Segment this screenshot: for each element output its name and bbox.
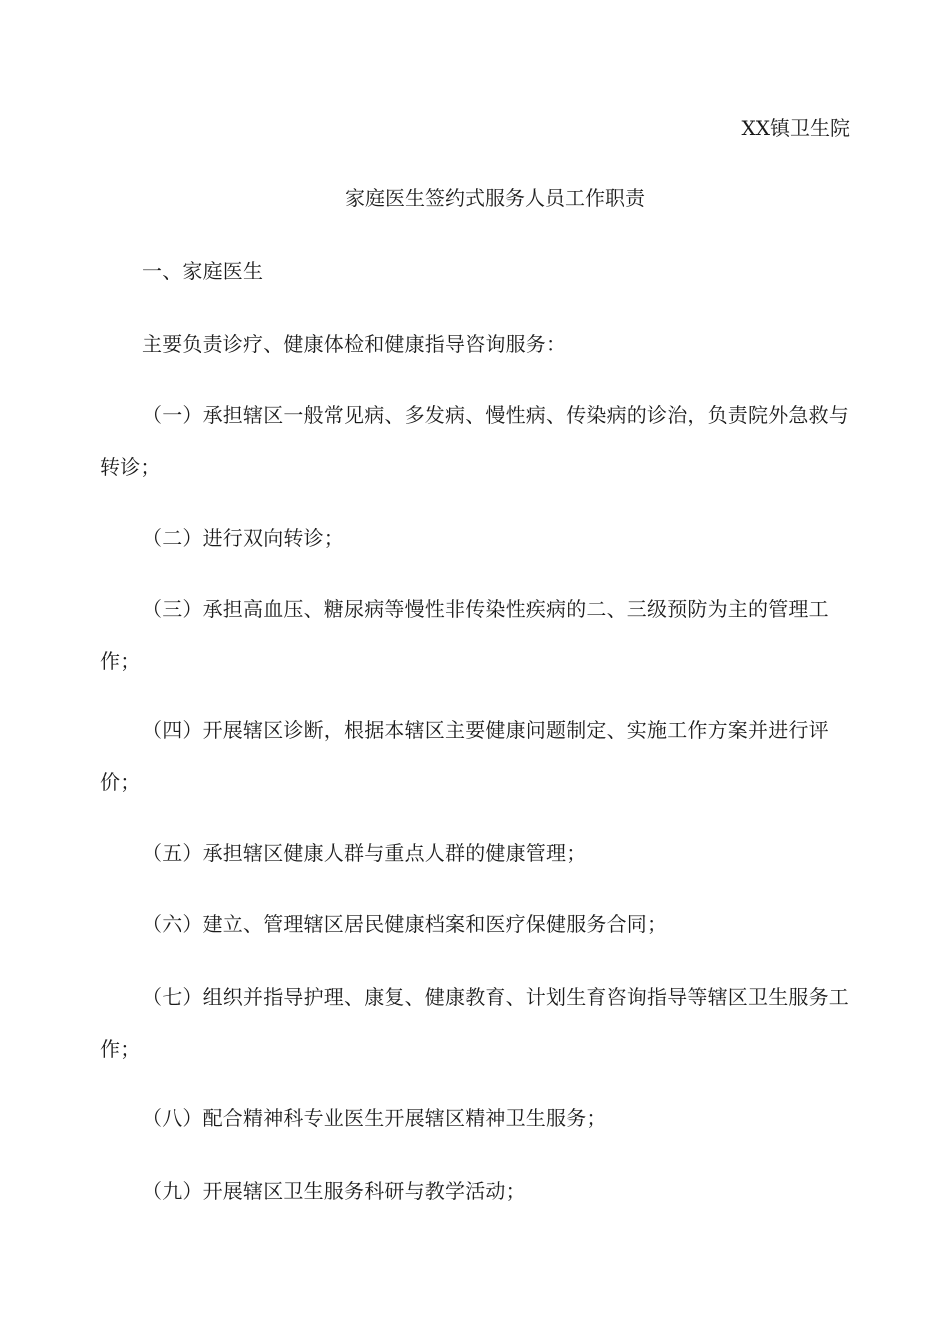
intro-paragraph: 主要负责诊疗、健康体检和健康指导咨询服务：	[142, 332, 567, 356]
list-item-9: （九）开展辖区卫生服务科研与教学活动；	[142, 1179, 526, 1203]
section-heading: 一、家庭医生	[142, 259, 264, 283]
document-title: 家庭医生签约式服务人员工作职责	[345, 186, 645, 210]
list-item-6: （六）建立、管理辖区居民健康档案和医疗保健服务合同；	[142, 912, 668, 936]
list-item-7: （七）组织并指导护理、康复、健康教育、计划生育咨询指导等辖区卫生服务工作；	[100, 985, 849, 1061]
list-item-4: （四）开展辖区诊断，根据本辖区主要健康问题制定、实施工作方案并进行评价；	[100, 718, 829, 794]
list-item-3: （三）承担高血压、糖尿病等慢性非传染性疾病的二、三级预防为主的管理工作；	[100, 597, 829, 673]
organization-name: XX镇卫生院	[741, 116, 850, 140]
list-item-1: （一）承担辖区一般常见病、多发病、慢性病、传染病的诊治，负责院外急救与转诊；	[100, 403, 849, 479]
list-item-2: （二）进行双向转诊；	[142, 526, 344, 550]
list-item-8: （八）配合精神科专业医生开展辖区精神卫生服务；	[142, 1106, 607, 1130]
list-item-5: （五）承担辖区健康人群与重点人群的健康管理；	[142, 841, 587, 865]
